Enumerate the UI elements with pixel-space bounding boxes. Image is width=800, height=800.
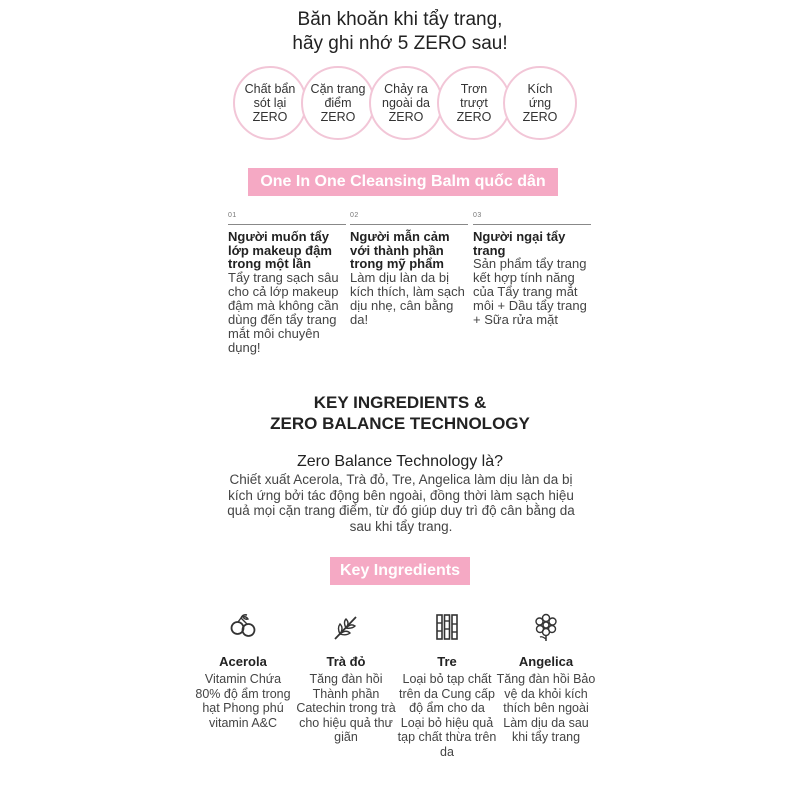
key-ingredients-banner: Key Ingredients	[330, 557, 470, 585]
target-user-column-2	[350, 212, 468, 327]
zero-circle-running: Chảy ra ngoài da ZERO	[369, 66, 443, 140]
zero-circle-irritation: Kích ứng ZERO	[503, 66, 577, 140]
column-divider	[473, 224, 591, 225]
column-description: Tẩy trang sạch sâu cho cả lớp makeup đậm mà không cần dùng đến tẩy trang mắt môi chuyên dụng!	[228, 269, 339, 355]
column-description: Sản phẩm tẩy trang kết hợp tính năng của Tẩy trang mắt môi + Dầu tẩy trang + Sữa rửa mặt	[473, 256, 587, 327]
headline	[0, 8, 800, 56]
red-tea-leaf-icon	[331, 612, 361, 642]
column-divider	[350, 224, 468, 225]
column-number: 03	[473, 212, 482, 219]
column-title: Người muốn tẩy lớp makeup đậm trong một lần	[228, 229, 332, 271]
ingredient-description: Tăng đàn hồi Thành phần Catechin trong trà cho hiệu quả thư giãn	[296, 672, 396, 744]
angelica-flower-icon	[531, 612, 561, 642]
key-title-line-1: KEY INGREDIENTS &	[313, 393, 487, 412]
column-divider	[228, 224, 346, 225]
zero-circle-makeup-residue: Cặn trang điểm ZERO	[301, 66, 375, 140]
column-number: 01	[228, 212, 237, 219]
ingredient-name: Acerola	[219, 654, 267, 669]
ingredient-description: Tăng đàn hồi Bảo vệ da khỏi kích thích bên ngoài Làm dịu da sau khi tẩy trang	[496, 672, 596, 744]
column-number: 02	[350, 212, 359, 219]
target-user-column-1	[228, 212, 346, 355]
ingredient-bamboo	[397, 612, 497, 759]
zero-circle-slippery: Trơn trượt ZERO	[437, 66, 511, 140]
ingredient-angelica	[496, 612, 596, 745]
column-title: Người ngại tẩy trang	[473, 229, 566, 258]
zero-circles	[233, 66, 573, 140]
target-user-column-3	[473, 212, 591, 327]
ingredient-description: Vitamin Chứa 80% độ ẩm trong hạt Phong phú vitamin A&C	[195, 672, 291, 730]
column-title: Người mẫn cảm với thành phần trong mỹ phẩm	[350, 229, 450, 271]
column-description: Làm dịu làn da bị kích thích, làm sạch dịu nhẹ, cân bằng da!	[350, 269, 465, 327]
headline-line-1: Băn khoăn khi tẩy trang,	[297, 9, 503, 30]
ingredient-name: Tre	[437, 654, 457, 669]
zero-balance-description: Chiết xuất Acerola, Trà đỏ, Tre, Angelica làm dịu làn da bị kích ứng bởi tác động bên ngoài, đồng thời làm sạch hiệu quả mọi cặn trang điểm, từ đó giúp duy trì độ cân bằng da sau khi tẩy trang.	[227, 472, 575, 534]
headline-line-2: hãy ghi nhớ 5 ZERO sau!	[292, 33, 508, 54]
acerola-icon	[228, 612, 258, 642]
key-title-line-2: ZERO BALANCE TECHNOLOGY	[270, 414, 530, 433]
ingredient-name: Angelica	[518, 654, 574, 669]
ingredient-name: Trà đỏ	[326, 654, 366, 669]
ingredient-red-tea	[296, 612, 396, 745]
ingredient-acerola	[193, 612, 293, 730]
key-ingredients-title	[0, 392, 800, 434]
zero-balance-question: Zero Balance Technology là?	[296, 453, 504, 470]
product-banner: One In One Cleansing Balm quốc dân	[248, 168, 558, 196]
zero-circle-residue: Chất bẩn sót lại ZERO	[233, 66, 307, 140]
bamboo-icon	[432, 612, 462, 642]
ingredient-description: Loại bỏ tạp chất trên da Cung cấp độ ẩm cho da Loại bỏ hiệu quả tạp chất thừa trên da	[397, 672, 497, 759]
